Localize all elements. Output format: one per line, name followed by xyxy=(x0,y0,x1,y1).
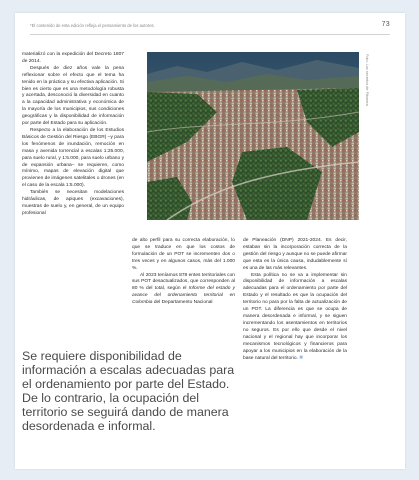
paragraph: Respecto a la elaboración de los Estudios Básicos de Gestión del Riesgo (EBGR) –y para los fenómenos de inundación, remoción en masa y avenida torrencial a escalas 1:25.000, para suelo rural, y 1:5.000, para suelo urbano y de expansión urbana– se requieren, como mínimo, mapas de elevación digital que provienen de imágenes satelitales o drones (en el caso de la escala 1:5.000). xyxy=(22,127,124,189)
pull-quote: Se requiere disponibilidad de información a escalas adecuadas para el ordenamiento por parte del Estado. De lo contrario, la ocupación del territorio se seguirá dando de manera desordenada e informal. xyxy=(22,349,235,433)
page-header xyxy=(30,20,390,32)
page-number: 73 xyxy=(381,21,390,28)
photo-credit: Foto: Los secretos de Pitonera xyxy=(365,54,369,106)
paragraph: Esta política no se va a implementar sin disponibilidad de información a escalas adecuadas para el ordenamiento por parte del Estado y el resultado es que la ocupación del territorio no para por la falta de actualización de un POT. La diferencia es que se ocupa de manera desordenada e informal, y se siguen incrementando los asentamientos en territorios no seguros. Es por ello que desde el nivel nacional y el regional hay que incorporar los mecanismos tecnológicos y financieros para apoyar a los municipios en la elaboración de la base natural del territorio. ■ xyxy=(243,272,347,362)
paragraph: Al 2023 teníamos 878 entes territoriales con sus POT desactualizados, que corresponden al 80 % del total, según el Informe del estado y avance del ordenamiento territorial en Colombia del Departamento Nacional xyxy=(132,272,235,306)
paragraph: materializó con la expedición del Decreto 1807 de 2014. xyxy=(22,52,124,64)
header-rule xyxy=(30,34,390,35)
author-disclaimer: *El contenido de esta edición refleja el pensamiento de los autores. xyxy=(30,23,155,28)
aerial-city-photo xyxy=(147,52,359,220)
text-column-1 xyxy=(22,52,124,218)
paragraph: de Planeación (DNP) 2021-2024. Es decir, estaban sin la incorporación correcta de la gestión del riesgo y aunque no se puede afirmar que esta es la única causa, indudablemente sí es una de las más relevantes. xyxy=(243,238,347,271)
paragraph: de alto perfil para su correcta elaboración, lo que se traduce en que los costos de formulación de un POT se incrementen dos o tres veces y en algunos casos, más del 1.000 %. xyxy=(132,238,235,271)
paragraph: También se necesitan modelaciones hidráulicas, de apiques (excavaciones), muestras de suelo y, en general, de un equipo profesional xyxy=(22,190,124,216)
text-column-3 xyxy=(243,238,347,363)
report-title: Informe del estado y avance del ordenamiento territorial en Colombia xyxy=(132,286,235,306)
paragraph: Después de diez años vale la pena reflexionar sobre el efecto que el tema ha tenido en la práctica y su efectiva aplicación. Si bien es cierto que es una metodología robusta y acertada, desconoció la diversidad en cuanto a la capacidad administrativa y económica de la mayoría de los municipios, sus condiciones geográficas y la disponibilidad de información por parte del Estado para su aplicación. xyxy=(22,65,124,127)
end-mark-icon: ■ xyxy=(299,355,303,362)
text-column-2 xyxy=(132,238,235,307)
